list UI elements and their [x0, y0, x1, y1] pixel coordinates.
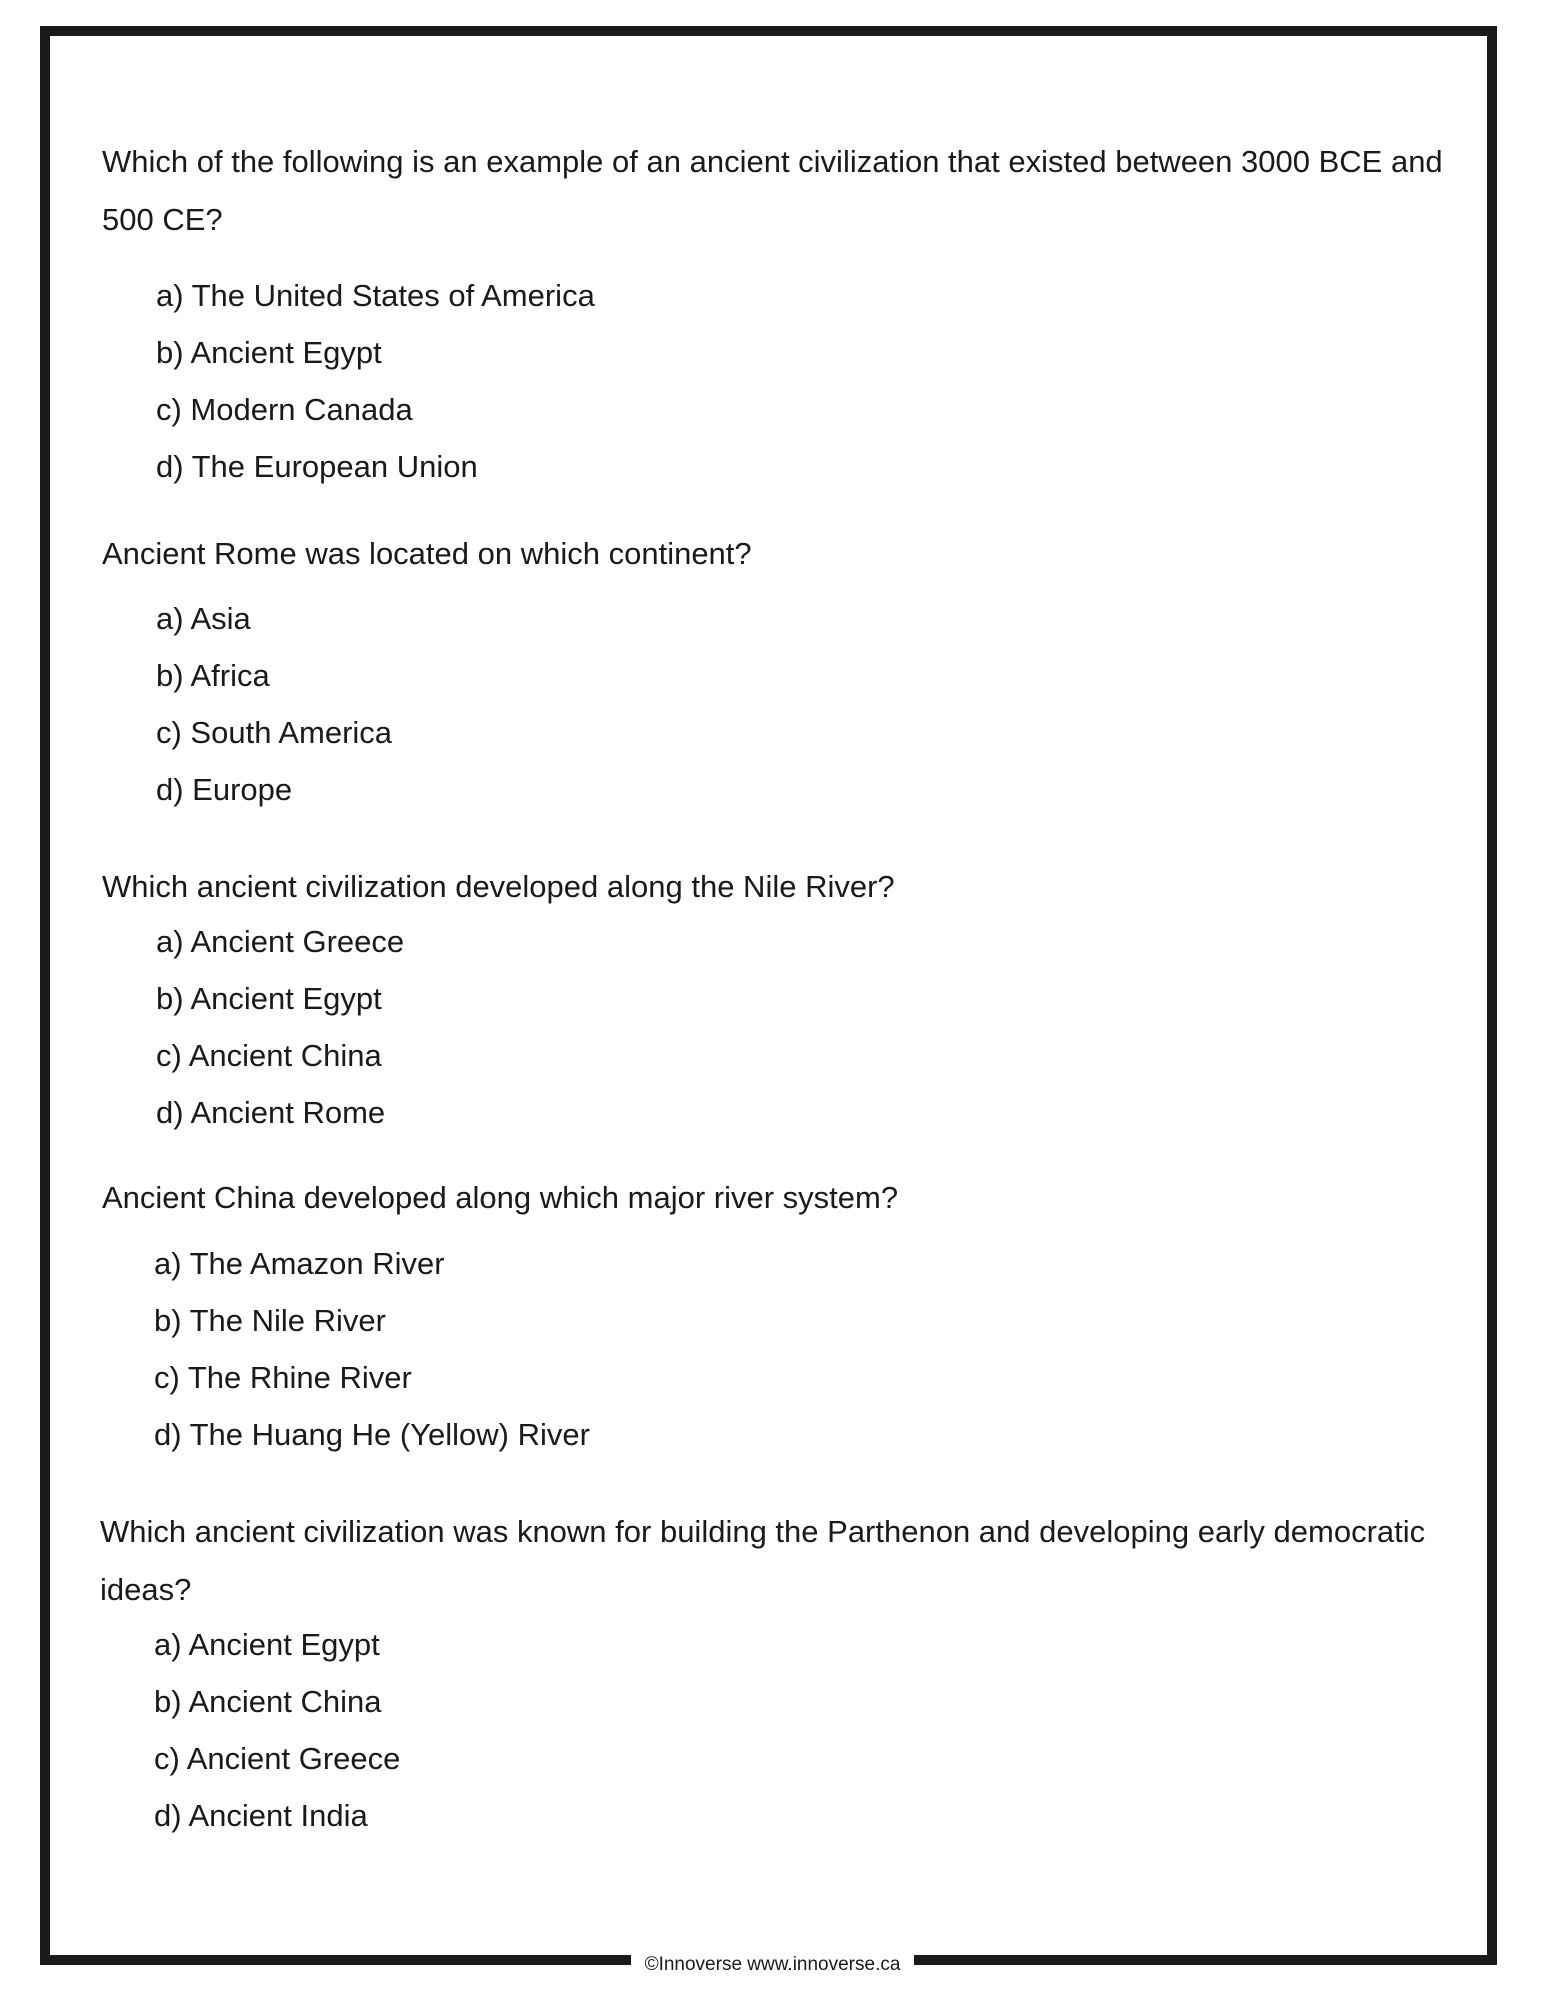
question-3-text: Which ancient civilization developed along the Nile River? — [102, 869, 895, 904]
question-2-option-b: b) Africa — [156, 658, 270, 693]
question-1-option-d: d) The European Union — [156, 449, 478, 484]
question-1-option-b: b) Ancient Egypt — [156, 335, 382, 370]
question-4-option-d: d) The Huang He (Yellow) River — [154, 1417, 590, 1452]
question-3-option-a: a) Ancient Greece — [156, 924, 405, 959]
question-1-option-c: c) Modern Canada — [156, 392, 413, 427]
question-4-option-b: b) The Nile River — [154, 1303, 387, 1338]
footer-copyright: ©Innoverse www.innoverse.ca — [631, 1948, 915, 1982]
question-1-option-a: a) The United States of America — [156, 278, 595, 313]
question-3-option-c: c) Ancient China — [156, 1038, 382, 1073]
question-3-option-b: b) Ancient Egypt — [156, 981, 382, 1016]
question-5-text: Which ancient civilization was known for building the Parthenon and developing early democratic ideas? — [100, 1514, 1426, 1607]
question-3-option-d: d) Ancient Rome — [156, 1095, 386, 1130]
question-2-option-c: c) South America — [156, 715, 393, 750]
question-4-text: Ancient China developed along which major river system? — [102, 1180, 899, 1215]
question-4-option-c: c) The Rhine River — [154, 1360, 412, 1395]
question-5-option-b: b) Ancient China — [154, 1684, 382, 1719]
question-2-option-d: d) Europe — [156, 772, 293, 807]
footer — [0, 1948, 1545, 1982]
question-5-option-a: a) Ancient Egypt — [154, 1627, 380, 1662]
question-5-option-c: c) Ancient Greece — [154, 1741, 401, 1776]
question-5-option-d: d) Ancient India — [154, 1798, 368, 1833]
question-1-text: Which of the following is an example of an ancient civilization that existed between 3000 BCE and 500 CE? — [102, 144, 1443, 237]
question-4-option-a: a) The Amazon River — [154, 1246, 445, 1281]
question-2-text: Ancient Rome was located on which continent? — [102, 536, 752, 571]
question-2-option-a: a) Asia — [156, 601, 251, 636]
